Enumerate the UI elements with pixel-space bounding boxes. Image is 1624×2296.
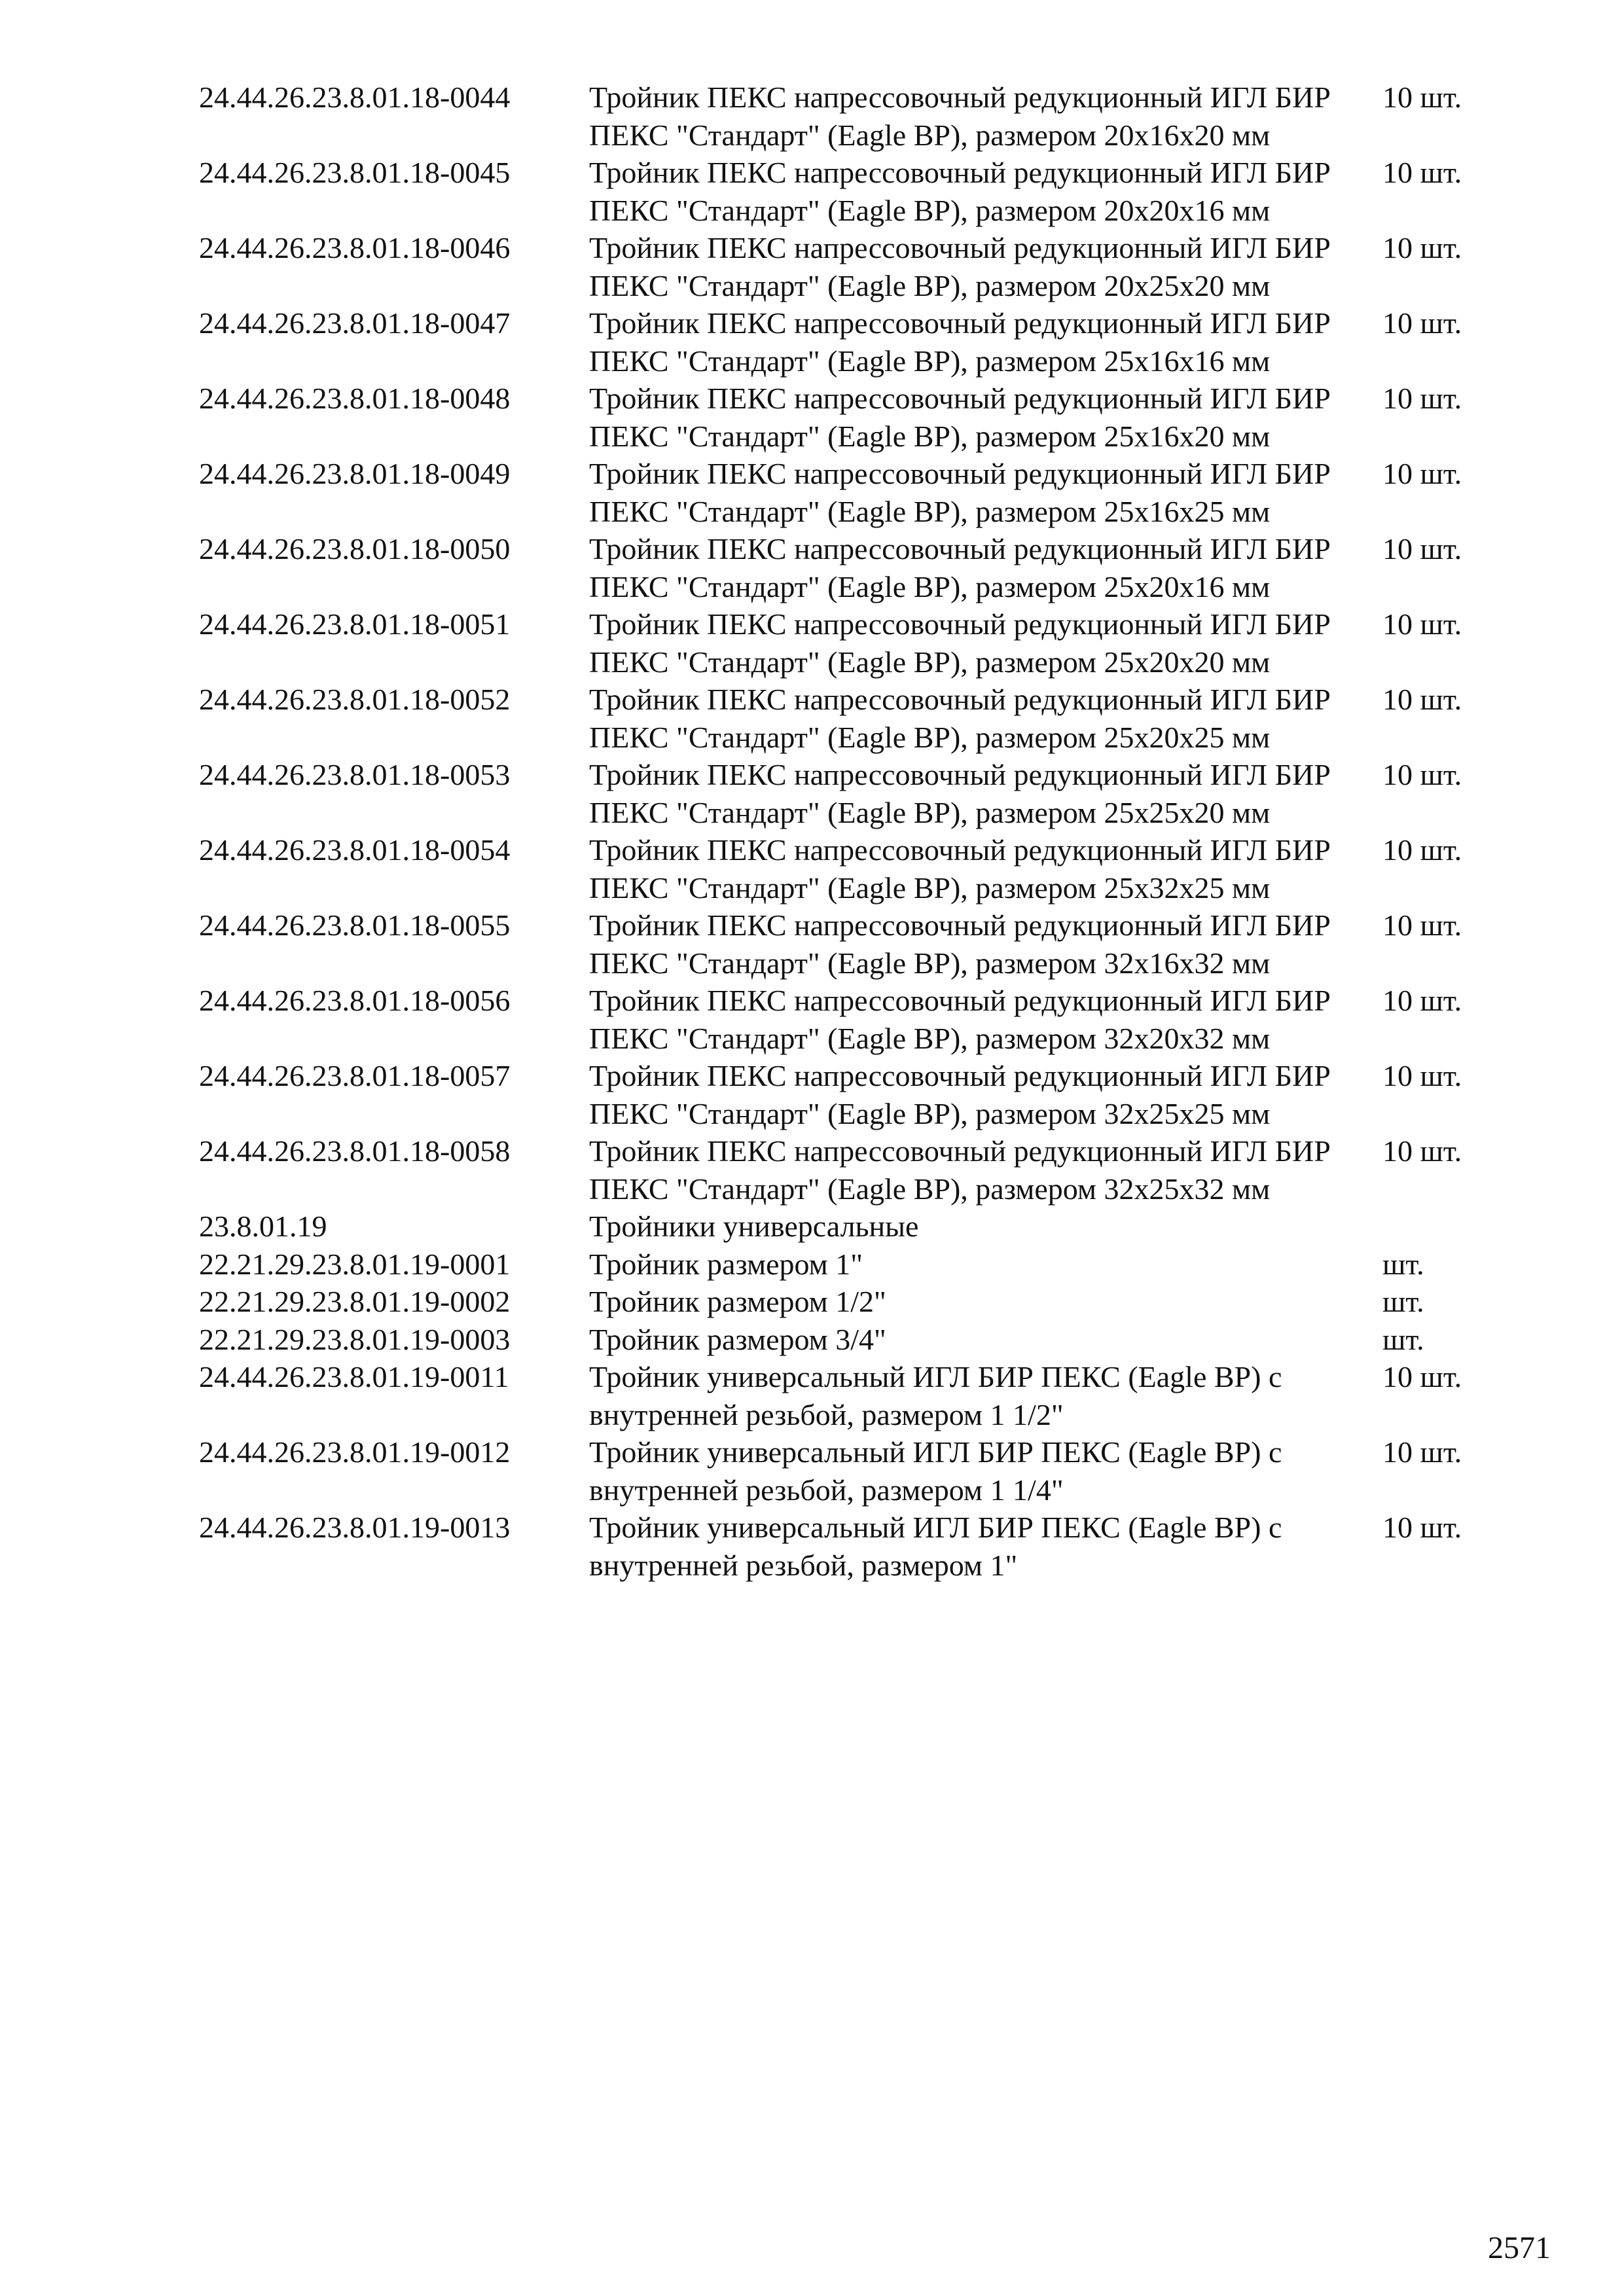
item-code: 24.44.26.23.8.01.18-0047	[199, 306, 511, 340]
table-row	[199, 756, 1475, 831]
item-name: Тройник ПЕКС напрессовочный редукционный ИГЛ БИР ПЕКС "Стандарт" (Eagle BP), размером 25х32х25 мм	[589, 833, 1331, 905]
item-code: 24.44.26.23.8.01.19-0012	[199, 1435, 511, 1469]
item-code: 24.44.26.23.8.01.18-0045	[199, 156, 511, 189]
item-unit: 10 шт.	[1382, 1360, 1462, 1393]
item-unit: 10 шт.	[1382, 156, 1462, 189]
item-name: Тройник ПЕКС напрессовочный редукционный ИГЛ БИР ПЕКС "Стандарт" (Eagle BP), размером 20х20х16 мм	[589, 156, 1331, 227]
item-code: 24.44.26.23.8.01.18-0056	[199, 984, 511, 1017]
table-row	[199, 380, 1475, 455]
item-code: 24.44.26.23.8.01.18-0048	[199, 382, 511, 415]
item-unit: 10 шт.	[1382, 231, 1462, 264]
item-unit: 10 шт.	[1382, 683, 1462, 716]
page-number: 2571	[1488, 2231, 1551, 2265]
item-unit: 10 шт.	[1382, 1435, 1462, 1469]
table-row	[199, 1321, 1475, 1359]
item-unit: 10 шт.	[1382, 833, 1462, 867]
table-row	[199, 906, 1475, 982]
item-name: Тройники универсальные	[589, 1210, 919, 1243]
item-code: 24.44.26.23.8.01.18-0044	[199, 81, 511, 114]
item-name: Тройник ПЕКС напрессовочный редукционный ИГЛ БИР ПЕКС "Стандарт" (Eagle BP), размером 32х20х32 мм	[589, 984, 1331, 1055]
table-row	[199, 1057, 1475, 1132]
table-row	[199, 304, 1475, 380]
item-unit: шт.	[1382, 1247, 1424, 1281]
item-code: 23.8.01.19	[199, 1210, 327, 1243]
item-unit: 10 шт.	[1382, 382, 1462, 415]
item-name: Тройник универсальный ИГЛ БИР ПЕКС (Eagle BP) с внутренней резьбой, размером 1 1/4"	[589, 1435, 1282, 1507]
item-unit: 10 шт.	[1382, 457, 1462, 490]
table-row	[199, 229, 1475, 304]
item-name: Тройник ПЕКС напрессовочный редукционный ИГЛ БИР ПЕКС "Стандарт" (Eagle BP), размером 25х25х20 мм	[589, 758, 1331, 829]
item-code: 24.44.26.23.8.01.18-0058	[199, 1134, 511, 1168]
item-unit: шт.	[1382, 1285, 1424, 1318]
item-name: Тройник ПЕКС напрессовочный редукционный ИГЛ БИР ПЕКС "Стандарт" (Eagle BP), размером 32х25х25 мм	[589, 1059, 1331, 1130]
item-name: Тройник универсальный ИГЛ БИР ПЕКС (Eagle BP) с внутренней резьбой, размером 1 1/2"	[589, 1360, 1282, 1431]
table-row	[199, 1246, 1475, 1283]
item-unit: 10 шт.	[1382, 532, 1462, 565]
item-name: Тройник ПЕКС напрессовочный редукционный ИГЛ БИР ПЕКС "Стандарт" (Eagle BP), размером 25х16х20 мм	[589, 382, 1331, 453]
item-unit: 10 шт.	[1382, 81, 1462, 114]
item-name: Тройник ПЕКС напрессовочный редукционный ИГЛ БИР ПЕКС "Стандарт" (Eagle BP), размером 25х20х20 мм	[589, 607, 1331, 679]
item-code: 24.44.26.23.8.01.18-0055	[199, 908, 511, 942]
item-code: 24.44.26.23.8.01.18-0051	[199, 607, 511, 641]
item-name: Тройник размером 3/4"	[589, 1322, 886, 1356]
item-code: 24.44.26.23.8.01.18-0053	[199, 758, 511, 791]
item-code: 24.44.26.23.8.01.18-0050	[199, 532, 511, 565]
table-row	[199, 1283, 1475, 1321]
item-unit: 10 шт.	[1382, 1134, 1462, 1168]
table-row	[199, 1208, 1475, 1246]
price-list-table	[199, 79, 1475, 1584]
item-code: 24.44.26.23.8.01.18-0046	[199, 231, 511, 264]
item-name: Тройник ПЕКС напрессовочный редукционный ИГЛ БИР ПЕКС "Стандарт" (Eagle BP), размером 25х16х25 мм	[589, 457, 1331, 528]
item-name: Тройник размером 1"	[589, 1247, 863, 1281]
item-name: Тройник ПЕКС напрессовочный редукционный ИГЛ БИР ПЕКС "Стандарт" (Eagle BP), размером 32х25х32 мм	[589, 1134, 1331, 1206]
item-code: 24.44.26.23.8.01.19-0013	[199, 1511, 511, 1544]
table-row	[199, 605, 1475, 681]
item-name: Тройник универсальный ИГЛ БИР ПЕКС (Eagle BP) с внутренней резьбой, размером 1"	[589, 1511, 1282, 1582]
item-code: 24.44.26.23.8.01.19-0011	[199, 1360, 509, 1393]
table-row	[199, 79, 1475, 154]
item-unit: 10 шт.	[1382, 984, 1462, 1017]
item-unit: 10 шт.	[1382, 306, 1462, 340]
item-name: Тройник ПЕКС напрессовочный редукционный ИГЛ БИР ПЕКС "Стандарт" (Eagle BP), размером 32х16х32 мм	[589, 908, 1331, 980]
table-row	[199, 982, 1475, 1057]
item-name: Тройник ПЕКС напрессовочный редукционный ИГЛ БИР ПЕКС "Стандарт" (Eagle BP), размером 25х20х25 мм	[589, 683, 1331, 754]
item-unit: 10 шт.	[1382, 1059, 1462, 1092]
table-row	[199, 154, 1475, 229]
item-code: 24.44.26.23.8.01.18-0049	[199, 457, 511, 490]
item-unit: 10 шт.	[1382, 908, 1462, 942]
item-code: 22.21.29.23.8.01.19-0002	[199, 1285, 511, 1318]
item-name: Тройник ПЕКС напрессовочный редукционный ИГЛ БИР ПЕКС "Стандарт" (Eagle BP), размером 20х25х20 мм	[589, 231, 1331, 302]
item-code: 24.44.26.23.8.01.18-0052	[199, 683, 511, 716]
item-code: 24.44.26.23.8.01.18-0057	[199, 1059, 511, 1092]
item-name: Тройник ПЕКС напрессовочный редукционный ИГЛ БИР ПЕКС "Стандарт" (Eagle BP), размером 25х20х16 мм	[589, 532, 1331, 603]
item-unit: 10 шт.	[1382, 758, 1462, 791]
table-row	[199, 1433, 1475, 1509]
item-code: 24.44.26.23.8.01.18-0054	[199, 833, 511, 867]
table-row	[199, 1132, 1475, 1208]
item-name: Тройник размером 1/2"	[589, 1285, 886, 1318]
item-unit: шт.	[1382, 1322, 1424, 1356]
table-row	[199, 1358, 1475, 1433]
table-row	[199, 455, 1475, 530]
table-row	[199, 530, 1475, 605]
item-unit: 10 шт.	[1382, 1511, 1462, 1544]
table-row	[199, 831, 1475, 906]
table-row	[199, 681, 1475, 756]
item-name: Тройник ПЕКС напрессовочный редукционный ИГЛ БИР ПЕКС "Стандарт" (Eagle BP), размером 25х16х16 мм	[589, 306, 1331, 378]
table-row	[199, 1509, 1475, 1584]
item-code: 22.21.29.23.8.01.19-0003	[199, 1322, 511, 1356]
item-unit: 10 шт.	[1382, 607, 1462, 641]
item-code: 22.21.29.23.8.01.19-0001	[199, 1247, 511, 1281]
item-name: Тройник ПЕКС напрессовочный редукционный ИГЛ БИР ПЕКС "Стандарт" (Eagle BP), размером 20х16х20 мм	[589, 81, 1331, 152]
